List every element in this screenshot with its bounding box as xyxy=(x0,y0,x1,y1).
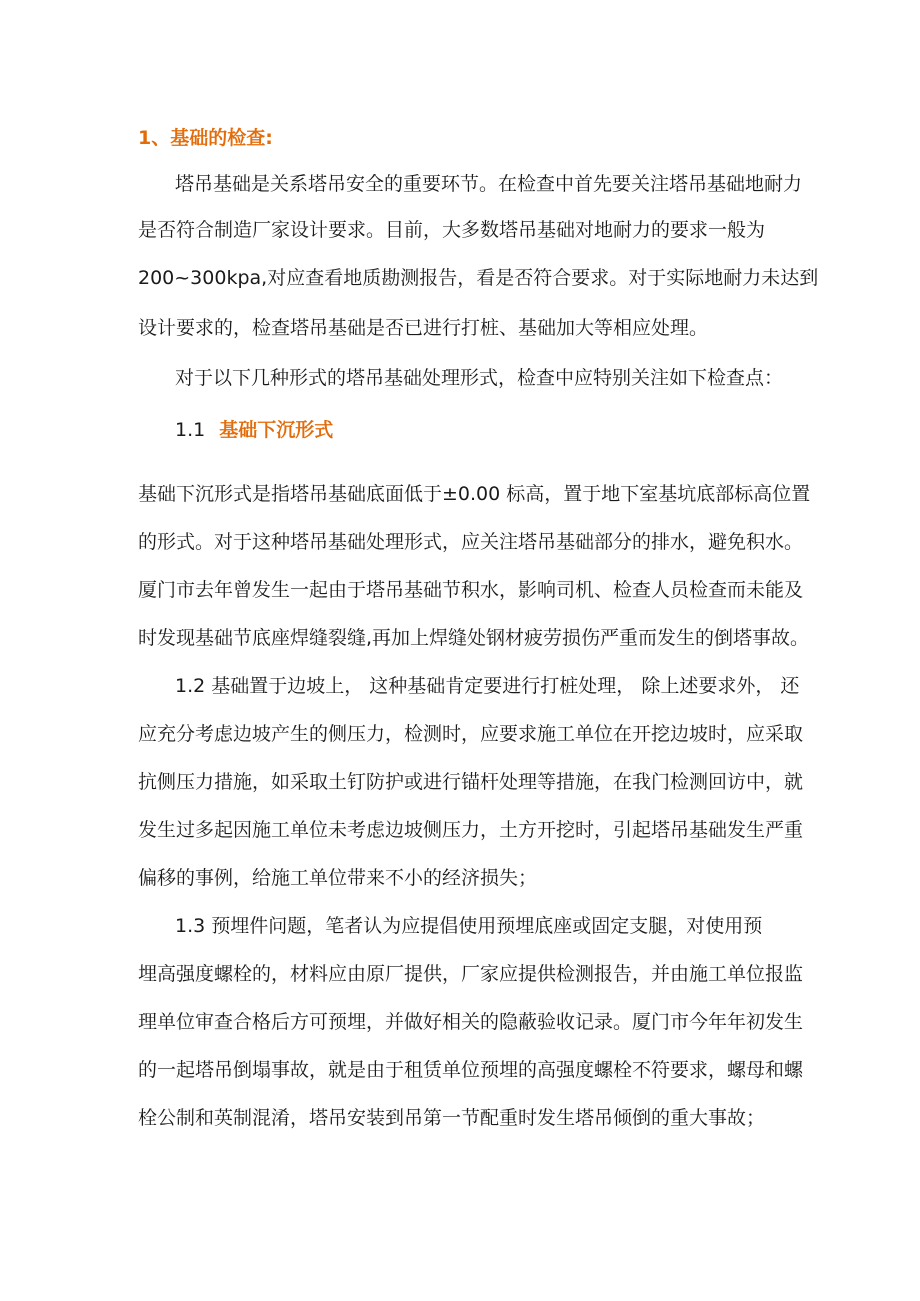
paragraph-line: 偏移的事例，给施工单位带来不小的经济损失； xyxy=(138,867,538,889)
paragraph-line: 设计要求的，检查塔吊基础是否已进行打桩、基础加大等相应处理。 xyxy=(138,317,709,339)
paragraph-line: 抗侧压力措施，如采取土钉防护或进行锚杆处理等措施，在我门检测回访中，就 xyxy=(138,771,804,793)
paragraph-line: 的形式。对于这种塔吊基础处理形式，应关注塔吊基础部分的排水，避免积水。 xyxy=(138,531,804,553)
paragraph-line: 应充分考虑边坡产生的侧压力，检测时，应要求施工单位在开挖边坡时，应采取 xyxy=(138,723,804,745)
paragraph-line: 基础下沉形式是指塔吊基础底面低于±0.00 标高，置于地下室基坑底部标高位置 xyxy=(138,483,811,505)
paragraph-line: 是否符合制造厂家设计要求。目前，大多数塔吊基础对地耐力的要求一般为 xyxy=(138,219,766,241)
section-heading: 1、基础的检查: xyxy=(138,127,273,149)
subsection-heading xyxy=(175,418,333,442)
paragraph-line: 1.2 基础置于边坡上， 这种基础肯定要进行打桩处理， 除上述要求外， 还 xyxy=(175,675,800,697)
paragraph-line: 的一起塔吊倒塌事故，就是由于租赁单位预埋的高强度螺栓不符要求，螺母和螺 xyxy=(138,1059,804,1081)
paragraph-line: 发生过多起因施工单位未考虑边坡侧压力，土方开挖时，引起塔吊基础发生严重 xyxy=(138,819,804,841)
paragraph-line: 200~300kpa,对应查看地质勘测报告，看是否符合要求。对于实际地耐力未达到 xyxy=(138,267,819,289)
subsection-title: 基础下沉形式 xyxy=(219,419,334,441)
paragraph-line: 塔吊基础是关系塔吊安全的重要环节。在检查中首先要关注塔吊基础地耐力 xyxy=(175,173,803,195)
paragraph-line: 时发现基础节底座焊缝裂缝,再加上焊缝处钢材疲劳损伤严重而发生的倒塔事故。 xyxy=(138,627,810,649)
paragraph-line: 理单位审查合格后方可预埋，并做好相关的隐蔽验收记录。厦门市今年年初发生 xyxy=(138,1011,804,1033)
paragraph-line: 埋高强度螺栓的，材料应由原厂提供，厂家应提供检测报告，并由施工单位报监 xyxy=(138,963,804,985)
subsection-number: 1.1 xyxy=(175,419,206,441)
paragraph-line: 对于以下几种形式的塔吊基础处理形式，检查中应特别关注如下检查点： xyxy=(175,367,784,389)
paragraph-line: 厦门市去年曾发生一起由于塔吊基础节积水，影响司机、检查人员检查而未能及 xyxy=(138,579,804,601)
paragraph-line: 1.3 预埋件问题，笔者认为应提倡使用预埋底座或固定支腿，对使用预 xyxy=(175,915,763,937)
paragraph-line: 栓公制和英制混淆，塔吊安装到吊第一节配重时发生塔吊倾倒的重大事故； xyxy=(138,1107,766,1129)
